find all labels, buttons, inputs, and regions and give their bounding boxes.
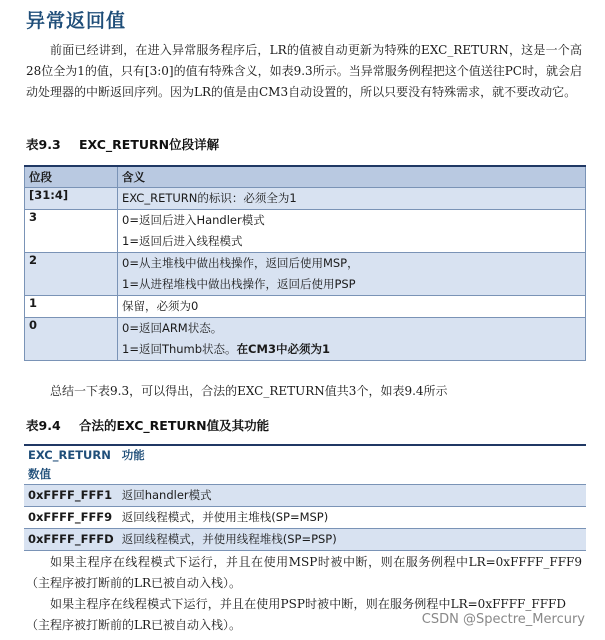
exc-return-bits-table (24, 165, 586, 361)
row-value: 0xFFFF_FFF9 (24, 507, 118, 529)
row-bits: 3 (25, 210, 118, 253)
table-header-row (24, 445, 586, 485)
meaning-line: 0=从主堆栈中做出栈操作，返回后使用MSP， (122, 256, 359, 270)
emphasis-text: 在CM3中必须为1 (236, 342, 330, 356)
meaning-line: 保留，必须为0 (122, 299, 199, 313)
table-row (25, 296, 586, 318)
meaning-line (122, 339, 581, 360)
header-function: 功能 (118, 445, 586, 485)
row-meaning (118, 296, 586, 318)
table-row (25, 318, 586, 361)
table-9-4-caption-text: 合法的EXC_RETURN值及其功能 (79, 418, 270, 433)
row-function: 返回线程模式，并使用线程堆栈(SP=PSP) (118, 529, 586, 551)
row-function: 返回handler模式 (118, 485, 586, 507)
meaning-line: 1=从进程堆栈中做出栈操作，返回后使用PSP (122, 277, 356, 291)
csdn-watermark: CSDN @Spectre_Mercury (421, 612, 585, 627)
row-bits: [31:4] (25, 188, 118, 210)
row-value: 0xFFFF_FFFD (24, 529, 118, 551)
meaning-line: 0=返回ARM状态。 (122, 321, 223, 335)
exc-return-values-table (24, 444, 586, 551)
row-value: 0xFFFF_FFF1 (24, 485, 118, 507)
meaning-line: EXC_RETURN的标识：必须全为1 (122, 191, 297, 205)
row-function: 返回线程模式，并使用主堆栈(SP=MSP) (118, 507, 586, 529)
table-row (25, 210, 586, 253)
meaning-line-text: 1=返回Thumb状态。 (122, 342, 237, 356)
summary-paragraph: 总结一下表9.3，可以得出，合法的EXC_RETURN值共3个，如表9.4所示 (50, 384, 448, 398)
paragraph-msp: 如果主程序在线程模式下运行，并且在使用MSP时被中断，则在服务例程中LR=0xFFFF_FFF9（主程序被打断前的LR已被自动入栈）。 (26, 555, 582, 590)
row-meaning (118, 188, 586, 210)
row-bits: 0 (25, 318, 118, 361)
table-row (24, 529, 586, 551)
row-bits: 2 (25, 253, 118, 296)
table-9-3-caption-number: 表9.3 (26, 137, 61, 152)
row-meaning (118, 210, 586, 253)
header-meaning: 含义 (118, 166, 586, 188)
header-bits: 位段 (25, 166, 118, 188)
header-value: EXC_RETURN数值 (24, 445, 118, 485)
section-title: 异常返回值 (26, 10, 127, 32)
row-meaning (118, 318, 586, 361)
table-9-3-caption (26, 135, 219, 153)
meaning-line: 0=返回后进入Handler模式 (122, 213, 265, 227)
meaning-line: 1=返回后进入线程模式 (122, 234, 243, 248)
table-9-3-caption-text: EXC_RETURN位段详解 (79, 137, 220, 152)
table-header-row (25, 166, 586, 188)
row-bits: 1 (25, 296, 118, 318)
row-meaning (118, 253, 586, 296)
table-row (25, 188, 586, 210)
table-row (24, 507, 586, 529)
table-row (24, 485, 586, 507)
table-9-4-caption (26, 416, 269, 434)
intro-paragraph: 前面已经讲到，在进入异常服务程序后，LR的值被自动更新为特殊的EXC_RETURN，这是一个高28位全为1的值，只有[3:0]的值有特殊含义，如表9.3所示。当异常服务例程把这个值送往PC时，就会启动处理器的中断返回序列。因为LR的值是由CM3自动设置的，所以只要没有特殊需求，就不要改动它。 (26, 43, 582, 99)
table-9-4-caption-number: 表9.4 (26, 418, 61, 433)
paragraph-psp: 如果主程序在线程模式下运行，并且在使用PSP时被中断，则在服务例程中LR=0xFFFF_FFFD（主程序被打断前的LR已被自动入栈）。 (26, 597, 566, 632)
table-row (25, 253, 586, 296)
